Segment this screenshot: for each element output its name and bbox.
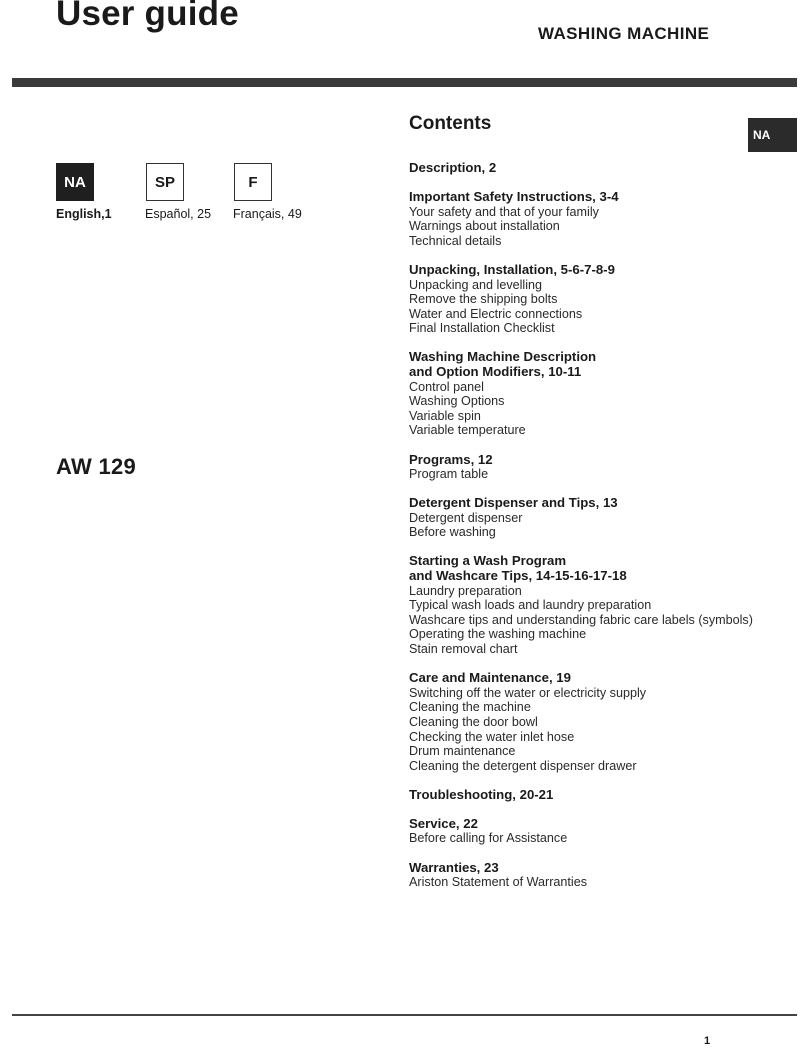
toc-section — [409, 861, 789, 890]
toc-section-heading[interactable]: Important Safety Instructions, 3-4 — [409, 189, 619, 205]
language-page: 49 — [287, 207, 302, 221]
language-name: English, — [56, 207, 105, 221]
toc-entry[interactable]: Variable temperature — [409, 423, 526, 438]
toc-entry[interactable]: Operating the washing machine — [409, 627, 587, 642]
language-link-english[interactable] — [56, 207, 112, 222]
language-box-na[interactable]: NA — [56, 163, 94, 201]
language-box-sp[interactable]: SP — [146, 163, 184, 201]
toc-section-heading[interactable]: Washing Machine Description — [409, 349, 597, 365]
header-divider — [12, 78, 797, 87]
toc-entry[interactable]: Cleaning the machine — [409, 700, 531, 715]
toc-section-heading[interactable]: Starting a Wash Program — [409, 553, 567, 569]
toc-section-heading[interactable]: Care and Maintenance, 19 — [409, 670, 571, 686]
footer-divider — [12, 1014, 797, 1016]
toc-section-heading[interactable]: and Option Modifiers, 10-11 — [409, 364, 582, 380]
language-page: 1 — [104, 207, 112, 221]
language-side-tab: NA — [748, 118, 797, 152]
toc-section — [409, 263, 789, 336]
toc-entry[interactable]: Typical wash loads and laundry preparation — [409, 598, 652, 613]
toc-entry[interactable]: Your safety and that of your family — [409, 204, 599, 219]
language-link-espanol[interactable] — [145, 207, 211, 222]
toc-section — [409, 190, 789, 248]
language-box-f[interactable]: F — [234, 163, 272, 201]
toc-entry[interactable]: Water and Electric connections — [409, 306, 583, 321]
toc-section-heading[interactable]: Detergent Dispenser and Tips, 13 — [409, 495, 618, 511]
table-of-contents — [409, 161, 789, 904]
model-number: AW 129 — [56, 454, 137, 479]
toc-entry[interactable]: Remove the shipping bolts — [409, 292, 558, 307]
toc-entry[interactable]: Laundry preparation — [409, 583, 522, 598]
page-number: 1 — [704, 1035, 711, 1047]
toc-section — [409, 671, 789, 773]
toc-entry[interactable]: Cleaning the door bowl — [409, 714, 538, 729]
language-page: 25 — [197, 207, 212, 221]
language-link-francais[interactable] — [233, 207, 302, 222]
toc-section — [409, 453, 789, 482]
toc-entry[interactable]: Unpacking and levelling — [409, 277, 543, 292]
toc-entry[interactable]: Before washing — [409, 525, 496, 540]
document-title: User guide — [56, 0, 239, 33]
toc-section — [409, 496, 789, 540]
contents-heading: Contents — [409, 113, 492, 134]
toc-entry[interactable]: Detergent dispenser — [409, 510, 523, 525]
toc-section-heading[interactable]: Troubleshooting, 20-21 — [409, 786, 554, 802]
toc-section — [409, 350, 789, 438]
toc-entry[interactable]: Switching off the water or electricity supply — [409, 685, 647, 700]
toc-section-heading[interactable]: Description, 2 — [409, 160, 497, 175]
toc-entry[interactable]: Variable spin — [409, 408, 481, 423]
toc-entry[interactable]: Checking the water inlet hose — [409, 729, 575, 744]
toc-entry[interactable]: Final Installation Checklist — [409, 321, 555, 336]
toc-entry[interactable]: Stain removal chart — [409, 642, 518, 657]
toc-entry[interactable]: Drum maintenance — [409, 744, 516, 759]
toc-section-heading[interactable]: Programs, 12 — [409, 451, 493, 467]
toc-entry[interactable]: Warnings about installation — [409, 219, 560, 234]
toc-entry[interactable]: Washcare tips and understanding fabric care labels (symbols) — [409, 612, 753, 627]
toc-section-heading[interactable]: Service, 22 — [409, 815, 478, 831]
toc-section — [409, 788, 789, 803]
toc-section-heading[interactable]: Unpacking, Installation, 5-6-7-8-9 — [409, 261, 615, 277]
toc-entry[interactable]: Washing Options — [409, 394, 505, 409]
language-name: Español, — [145, 207, 194, 221]
toc-entry[interactable]: Program table — [409, 467, 489, 482]
toc-entry[interactable]: Cleaning the detergent dispenser drawer — [409, 758, 637, 773]
toc-entry[interactable]: Before calling for Assistance — [409, 831, 568, 846]
toc-entry[interactable]: Control panel — [409, 379, 484, 394]
language-name: Français, — [233, 207, 285, 221]
toc-section — [409, 161, 789, 176]
toc-section — [409, 554, 789, 656]
toc-section-heading[interactable]: Warranties, 23 — [409, 859, 499, 875]
document-subtitle: WASHING MACHINE — [538, 24, 710, 43]
toc-entry[interactable]: Ariston Statement of Warranties — [409, 875, 588, 890]
toc-section-heading[interactable]: and Washcare Tips, 14-15-16-17-18 — [409, 568, 627, 584]
toc-entry[interactable]: Technical details — [409, 233, 502, 248]
toc-section — [409, 817, 789, 846]
